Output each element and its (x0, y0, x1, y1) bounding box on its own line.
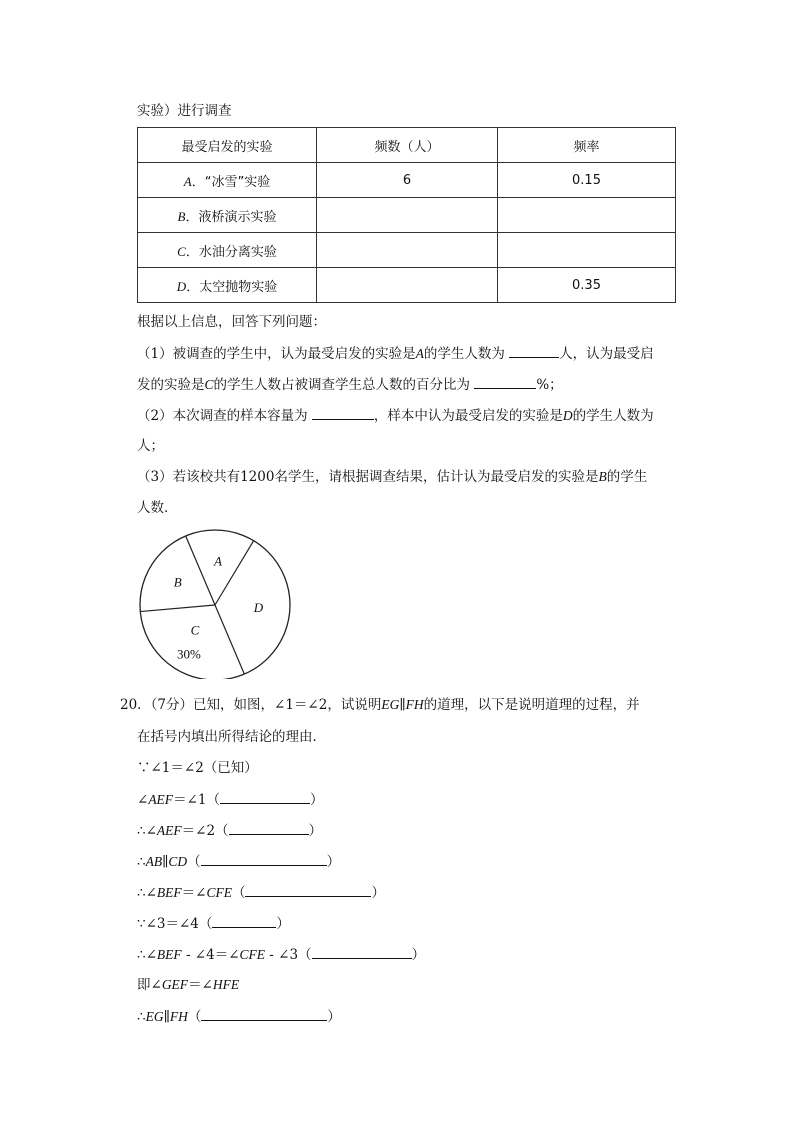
question-1-line2: 发的实验是C的学生人数占被调查学生总人数的百分比为 %； (137, 374, 563, 395)
row-frequency: 0.15 (498, 163, 676, 198)
reason-blank[interactable] (229, 820, 309, 835)
answer-blank[interactable] (509, 343, 559, 358)
proof-step-4: ∴AB∥CD（ ） (137, 851, 340, 872)
table-row (138, 268, 676, 303)
reason-blank[interactable] (201, 1006, 327, 1021)
table-header-row (138, 128, 676, 163)
proof-step-9: ∴EG∥FH（ ） (137, 1006, 341, 1027)
pie-chart (137, 529, 293, 679)
questions-lead: 根据以上信息，回答下列问题： (137, 314, 326, 330)
proof-step-1: ∵∠1＝∠2（已知） (137, 760, 258, 776)
header-experiment: 最受启发的实验 (138, 128, 317, 163)
pie-slice-boundary (215, 605, 244, 674)
pie-slice-boundary (140, 605, 215, 612)
proof-step-2: ∠AEF＝∠1（ ） (137, 789, 323, 810)
proof-step-3: ∴∠AEF＝∠2（ ） (137, 820, 322, 841)
pie-label-d: D (253, 600, 264, 616)
pie-slice-boundary (215, 541, 254, 605)
proof-step-6: ∵∠3＝∠4（ ） (137, 913, 290, 934)
question-2-line2: 人； (137, 438, 164, 454)
answer-blank[interactable] (312, 405, 374, 420)
q20-stem-line1: 20．（7分）已知，如图，∠1＝∠2，试说明EG∥FH的道理，以下是说明道理的过程，并 (120, 697, 640, 713)
proof-step-8: 即∠GEF＝∠HFE (137, 977, 240, 993)
answer-blank[interactable] (474, 374, 536, 389)
row-experiment: B．液桥演示实验 (138, 198, 317, 233)
reason-blank[interactable] (312, 944, 412, 959)
row-count (317, 268, 498, 303)
intro-tail: 实验）进行调查 (137, 103, 232, 119)
pie-label-b: B (173, 574, 182, 590)
header-frequency: 频率 (498, 128, 676, 163)
row-frequency (498, 198, 676, 233)
question-1-line1: （1）被调查的学生中，认为最受启发的实验是A的学生人数为 人，认为最受启 (137, 343, 654, 364)
row-frequency (498, 233, 676, 268)
question-3-line2: 人数． (137, 500, 178, 516)
q20-stem-line2: 在括号内填出所得结论的理由． (137, 729, 326, 745)
question-2-line1: （2）本次调查的样本容量为 ，样本中认为最受启发的实验是D的学生人数为 (137, 405, 654, 426)
pie-label-a: A (214, 553, 223, 569)
header-count: 频数（人） (317, 128, 498, 163)
reason-blank[interactable] (220, 789, 310, 804)
row-frequency: 0.35 (498, 268, 676, 303)
row-count: 6 (317, 163, 498, 198)
row-experiment: A．“冰雪”实验 (138, 163, 317, 198)
pie-label-c: C (190, 622, 200, 638)
table-row (138, 233, 676, 268)
reason-blank[interactable] (245, 882, 371, 897)
pie-slice-boundary (186, 536, 215, 605)
table-row (138, 198, 676, 233)
survey-table (137, 127, 676, 303)
row-experiment: C．水油分离实验 (138, 233, 317, 268)
table-row (138, 163, 676, 198)
pie-percent-c: 30% (176, 646, 201, 662)
question-3-line1: （3）若该校共有1200名学生，请根据调查结果，估计认为最受启发的实验是B的学生 (137, 469, 648, 485)
row-count (317, 198, 498, 233)
proof-step-7: ∴∠BEF - ∠4＝∠CFE - ∠3（ ） (137, 944, 425, 965)
row-experiment: D．太空抛物实验 (138, 268, 317, 303)
proof-step-5: ∴∠BEF＝∠CFE（ ） (137, 882, 385, 903)
reason-blank[interactable] (212, 913, 276, 928)
reason-blank[interactable] (201, 851, 327, 866)
row-count (317, 233, 498, 268)
